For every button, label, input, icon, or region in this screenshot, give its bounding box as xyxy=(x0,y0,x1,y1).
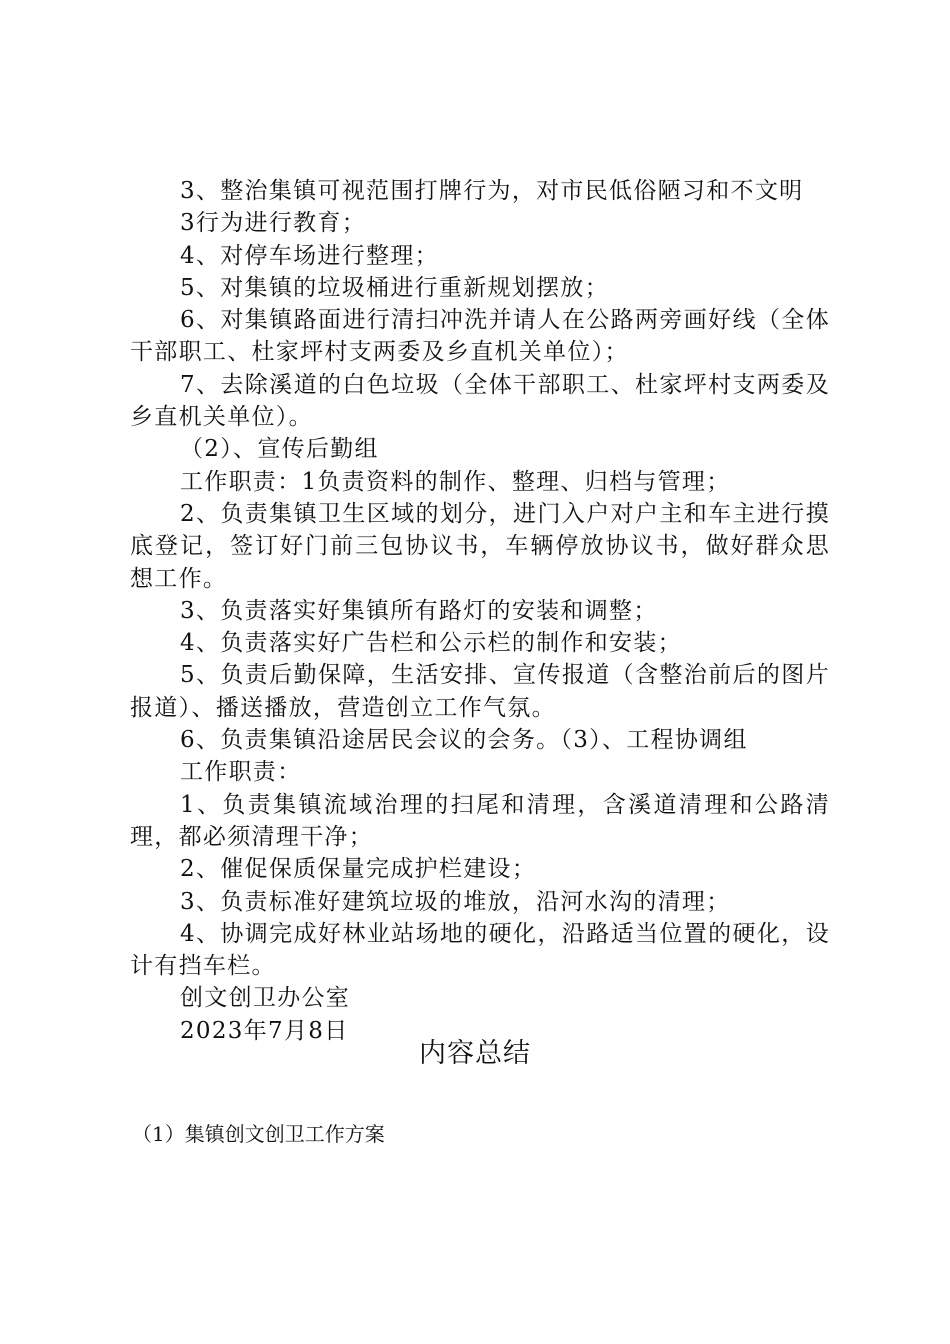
signature-date: 2023年7月8日 xyxy=(180,1017,349,1044)
paragraph: 3、负责落实好集镇所有路灯的安装和调整； xyxy=(180,597,658,624)
paragraph: 6、对集镇路面进行清扫冲洗并请人在公路两旁画好线（全体干部职工、杜家坪村支两委及乡直机关单位）； xyxy=(130,307,830,366)
paragraph: 4、负责落实好广告栏和公示栏的制作和安装； xyxy=(180,630,682,657)
signature-office: 创文创卫办公室 xyxy=(180,985,351,1012)
paragraph: 4、对停车场进行整理； xyxy=(180,242,439,269)
document-body xyxy=(130,175,830,1047)
paragraph: 2、负责集镇卫生区域的划分，进门入户对户主和车主进行摸底登记，签订好门前三包协议书，车辆停放协议书，做好群众思想工作。 xyxy=(130,500,830,592)
paragraph: 3行为进行教育； xyxy=(180,210,367,237)
paragraph: 工作职责：1负责资料的制作、整理、归档与管理； xyxy=(180,468,731,495)
summary-item: （1）集镇创文创卫工作方案 xyxy=(132,1122,385,1146)
paragraph: 5、对集镇的垃圾桶进行重新规划摆放； xyxy=(180,274,610,301)
paragraph: 3、整治集镇可视范围打牌行为，对市民低俗陋习和不文明 xyxy=(180,178,804,204)
paragraph: 7、去除溪道的白色垃圾（全体干部职工、杜家坪村支两委及乡直机关单位）。 xyxy=(130,371,830,431)
section-heading: （2）、宣传后勤组 xyxy=(180,436,379,463)
paragraph: 3、负责标准好建筑垃圾的堆放，沿河水沟的清理； xyxy=(180,888,731,915)
summary-title: 内容总结 xyxy=(419,1038,531,1069)
paragraph: 1、负责集镇流域治理的扫尾和清理，含溪道清理和公路清理，都必须清理干净； xyxy=(130,791,830,850)
paragraph: 6、负责集镇沿途居民会议的会务。（3）、工程协调组 xyxy=(180,727,748,754)
paragraph: 工作职责： xyxy=(180,759,302,786)
paragraph: 5、负责后勤保障，生活安排、宣传报道（含整治前后的图片报道）、播送播放，营造创立工作气氛。 xyxy=(130,662,830,721)
paragraph: 2、催促保质保量完成护栏建设； xyxy=(180,856,537,883)
paragraph: 4、协调完成好林业站场地的硬化，沿路适当位置的硬化，设计有挡车栏。 xyxy=(130,920,830,980)
